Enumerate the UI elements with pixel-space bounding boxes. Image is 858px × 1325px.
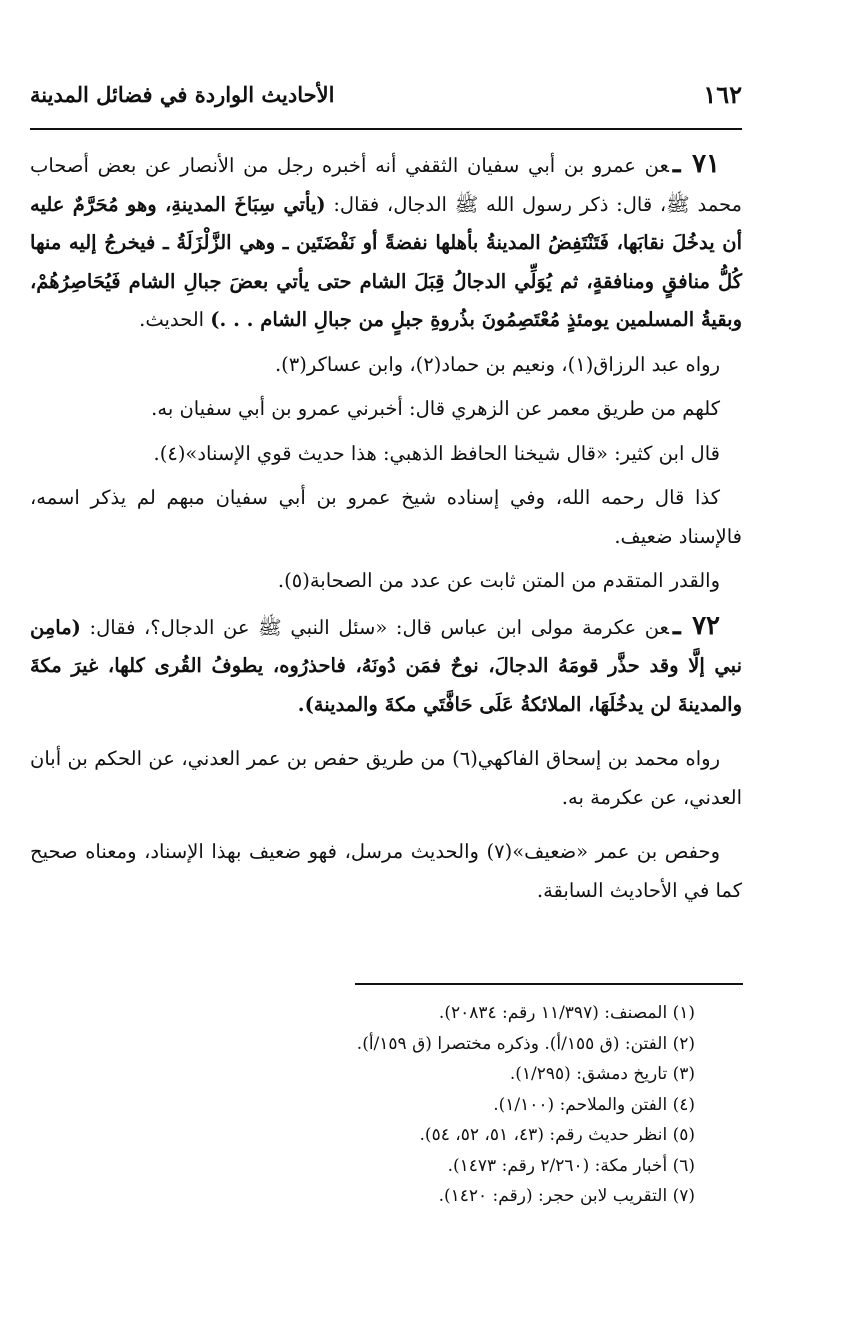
running-title: الأحاديث الواردة في فضائل المدينة [30,82,335,107]
footnote-3: (٣) تاريخ دمشق: (١/٢٩٥). [509,1064,695,1084]
footnote-5: (٥) انظر حديث رقم: (٤٣، ٥١، ٥٢، ٥٤). [419,1125,695,1145]
isnad-paragraph: كلهم من طريق معمر عن الزهري قال: أخبرني عمرو بن أبي سفيان به. [151,397,720,420]
hadith-number: ٧٢ ـ [672,610,720,641]
footnote-4: (٤) الفتن والملاحم: (١/١٠٠). [493,1094,695,1115]
page-number: ١٦٢ [703,80,742,109]
hadith-quote: (مامِن نبي إلَّا وقد حذَّر قومَهُ الدجالَ، نوحٌ فمَن دُونَهُ، فاحذرُوه، يطوفُ القُرى كلها، غيرَ مكةَ والمدينةَ لن يدخُلَهَا، الملائكةُ عَلَى حَافَّتَي مكةَ والمدينة). [30,615,742,716]
hadith-tail: الحديث. [139,308,211,331]
hadith-quote: (يأتي سِبَاخَ المدينةِ، وهو مُحَرَّمٌ عليه أن يدخُلَ نقابَها، فَتَنْتَفِضُ المدينةُ بأهلها نفضةً أو نَفْضَتَين ـ وهي الزَّلْزَلَةُ ـ فيخرجُ إليه منها كُلُّ منافقٍ ومنافقةٍ، ثم يُوَلِّي الدجالُ قِبَلَ الشام حتى يأتي بعضَ جبالِ الشام فَيُحَاصِرُهُمْ، وبقيةُ المسلمين يومئذٍ مُعْتَصِمُونَ بذُروةِ جبلٍ من جبالِ الشام . . .) [30,192,742,331]
footnote-rule [355,983,743,985]
takhrij-paragraph: رواه محمد بن إسحاق الفاكهي(٦) من طريق حفص بن عمر العدني، عن الحكم بن أبان العدني، عن عكرمة به. [30,747,742,809]
hadith-71 [30,145,742,340]
note-paragraph: والقدر المتقدم من المتن ثابت عن عدد من الصحابة(٥). [277,569,720,592]
hadith-72 [30,607,742,725]
hadith-narration: عن عمرو بن أبي سفيان الثقفي أنه أخبره رجل من الأنصار عن بعض أصحاب محمد ﷺ، قال: ذكر رسول الله ﷺ الدجال، فقال: [30,154,742,216]
header-rule [30,128,742,130]
page-header [30,80,742,110]
grading-paragraph: وحفص بن عمر «ضعيف»(٧) والحديث مرسل، فهو ضعيف بهذا الإسناد، ومعناه صحيح كما في الأحاديث السابقة. [30,840,742,902]
hadith-number: ٧١ ـ [672,149,721,179]
hadith-narration: عن عكرمة مولى ابن عباس قال: «سئل النبي ﷺ عن الدجال؟، فقال: [80,615,669,639]
footnote-6: (٦) أخبار مكة: (٢/٢٦٠ رقم: ١٤٧٣). [447,1155,695,1176]
ibn-kathir-paragraph: قال ابن كثير: «قال شيخنا الحافظ الذهبي: هذا حديث قوي الإسناد»(٤). [153,441,720,465]
footnotes [150,998,695,1212]
grading-paragraph: كذا قال رحمه الله، وفي إسناده شيخ عمرو بن أبي سفيان مبهم لم يذكر اسمه، فالإسناد ضعيف. [30,486,742,548]
footnote-7: (٧) التقريب لابن حجر: (رقم: ١٤٢٠). [438,1186,695,1206]
footnote-1: (١) المصنف: (١١/٣٩٧ رقم: ٢٠٨٣٤). [438,1003,695,1023]
footnote-2: (٢) الفتن: (ق ١٥٥/أ). وذكره مختصرا (ق ١٥٩/أ). [356,1033,695,1054]
main-text [30,145,742,916]
takhrij-paragraph: رواه عبد الرزاق(١)، ونعيم بن حماد(٢)، وابن عساكر(٣). [274,352,720,376]
